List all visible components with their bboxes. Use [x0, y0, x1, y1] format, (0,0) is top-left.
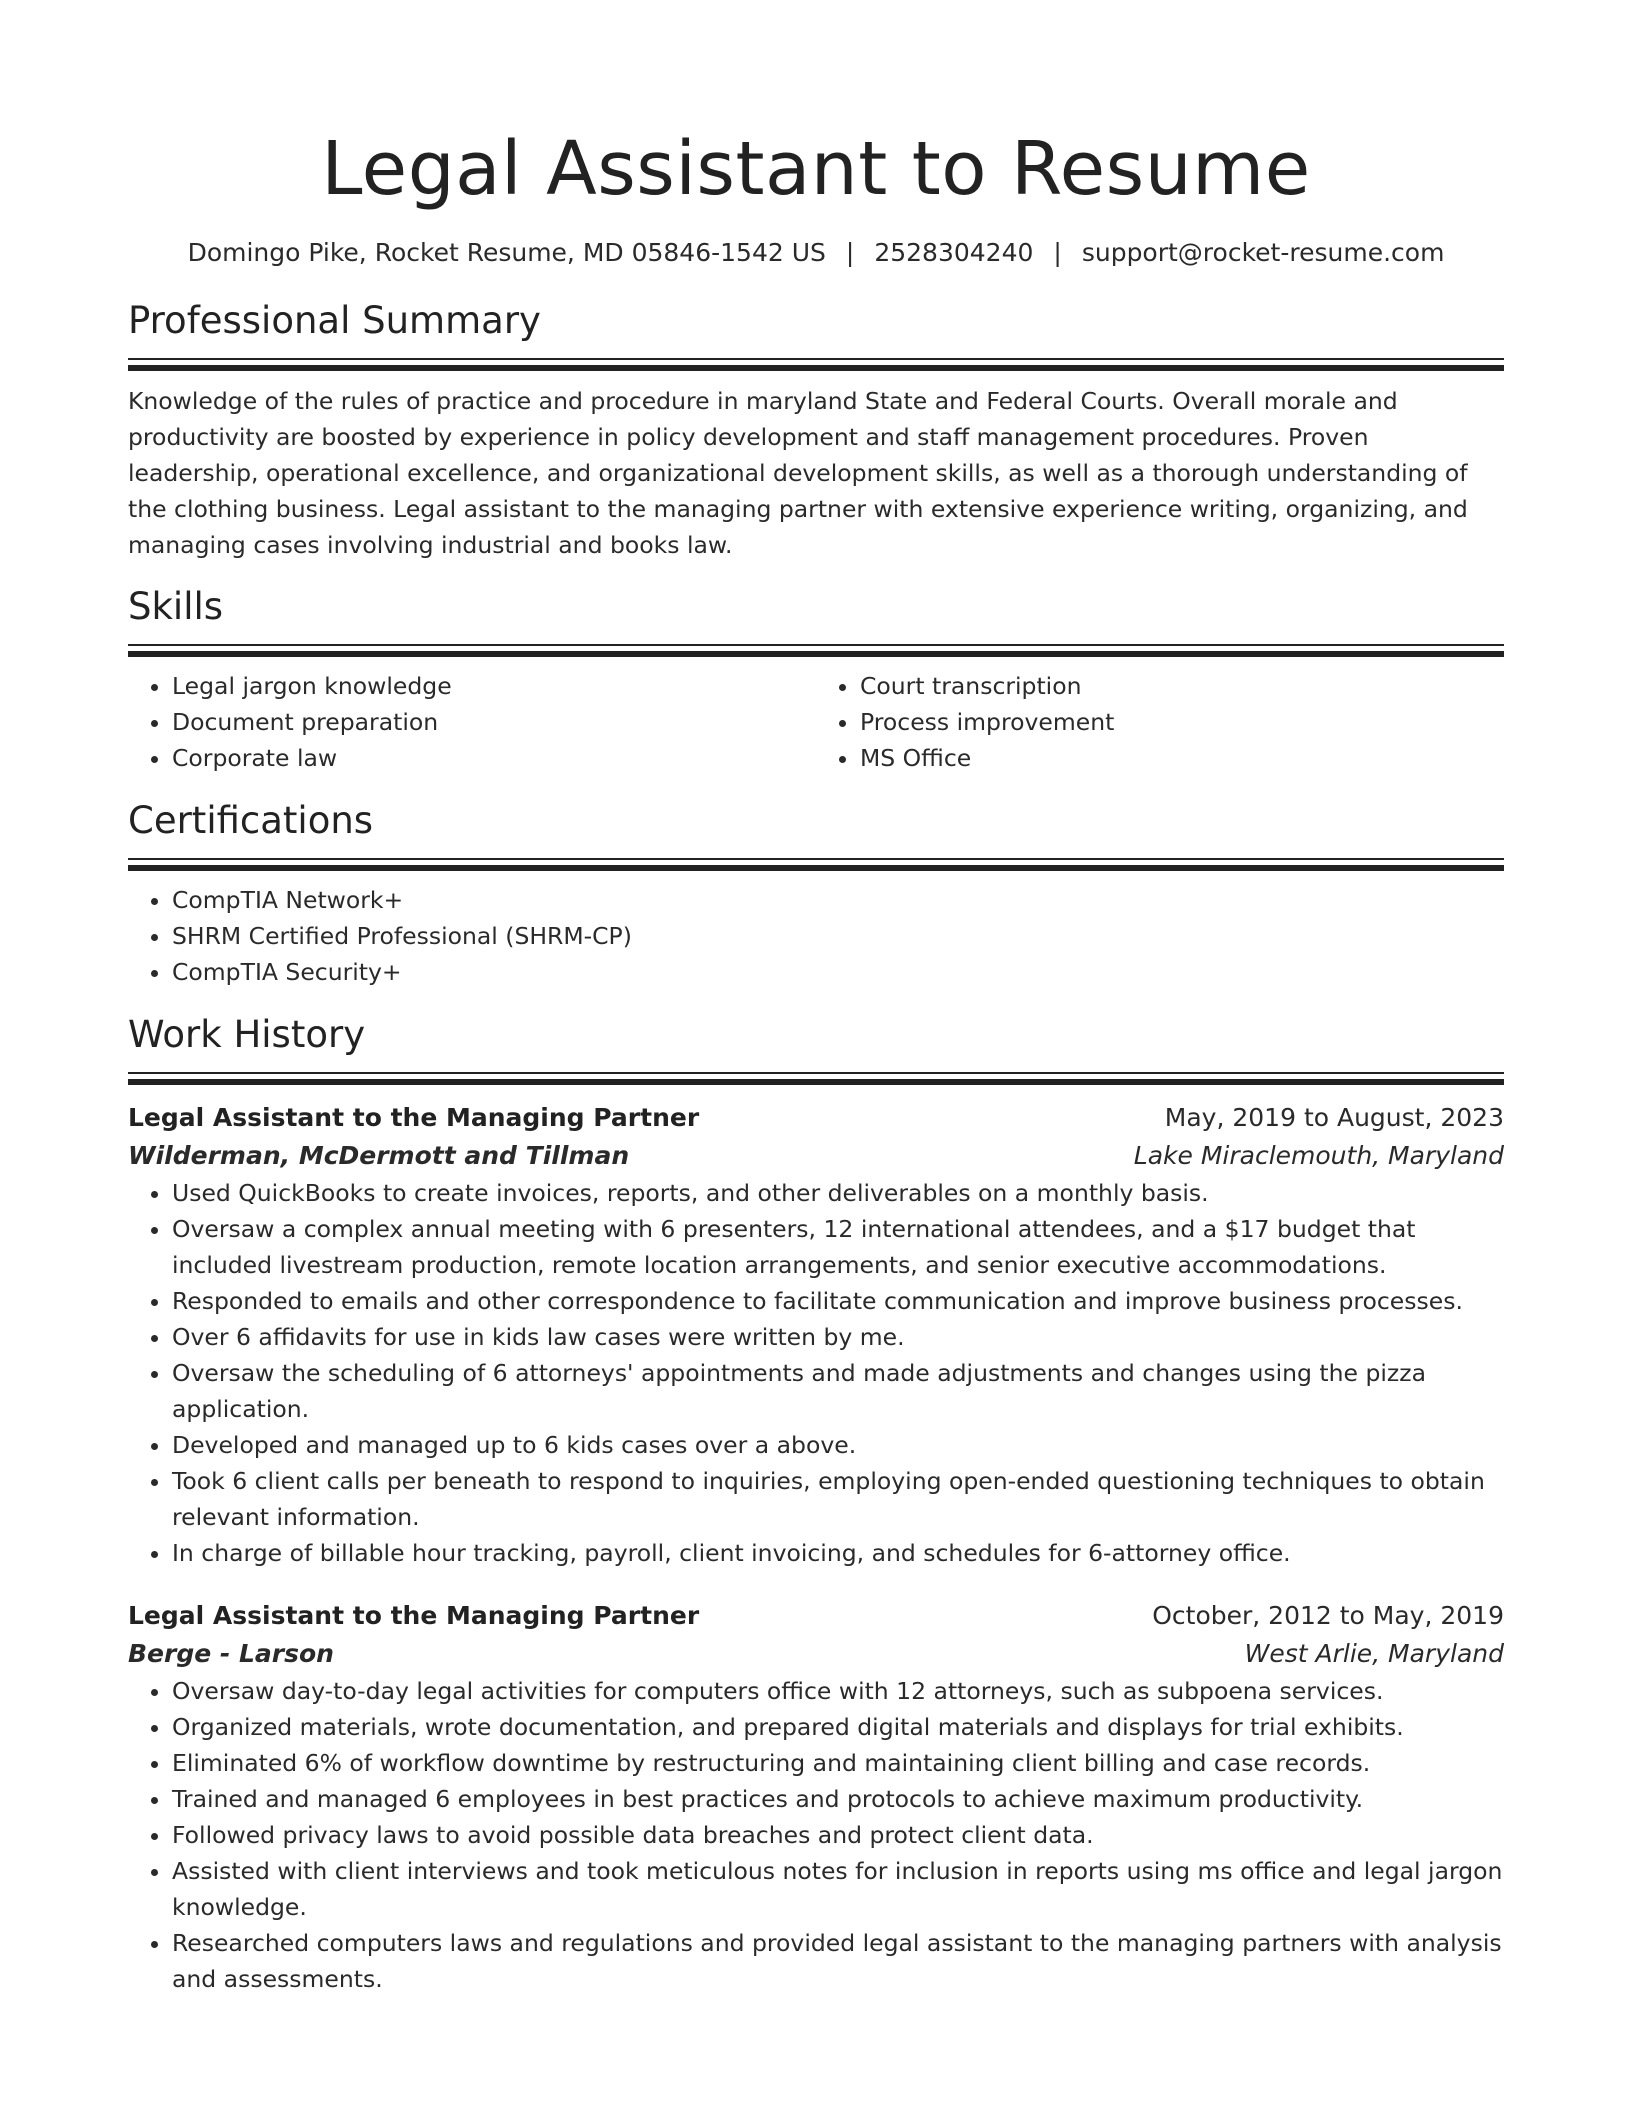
job-bullets: [128, 1673, 1504, 1997]
skills-list-right: [816, 668, 1504, 776]
job-bullet: • Researched computers laws and regulations and provided legal assistant to the managing partners with analysis and assessments.: [172, 1925, 1504, 1997]
section-heading-certifications: Certifications: [128, 799, 374, 842]
job-bullet: • Over 6 affidavits for use in kids law cases were written by me.: [172, 1319, 1504, 1355]
job-location: West Arlie, Maryland: [1244, 1639, 1504, 1668]
skill-item: • Corporate law: [172, 740, 816, 776]
skill-item: • Process improvement: [860, 704, 1504, 740]
section-divider: [128, 858, 1504, 871]
section-divider: [128, 644, 1504, 657]
work-history-section: [128, 1012, 1504, 1997]
job-company: Wilderman, McDermott and Tillman: [128, 1141, 630, 1170]
job-dates: October, 2012 to May, 2019: [1152, 1601, 1504, 1630]
job-subheader: [128, 1635, 1504, 1673]
job-bullet: • Oversaw a complex annual meeting with 6 presenters, 12 international attendees, and a $17 budget that included livestream production, remote location arrangements, and senior executive accommodations.: [172, 1211, 1504, 1283]
job-bullet: • Used QuickBooks to create invoices, reports, and other deliverables on a monthly basis.: [172, 1175, 1504, 1211]
skill-item: • MS Office: [860, 740, 1504, 776]
contact-separator: |: [1053, 238, 1062, 267]
job-header: [128, 1597, 1504, 1635]
job-bullet: • Trained and managed 6 employees in best practices and protocols to achieve maximum productivity.: [172, 1781, 1504, 1817]
job-bullet: • Followed privacy laws to avoid possible data breaches and protect client data.: [172, 1817, 1504, 1853]
job-bullet: • Oversaw day-to-day legal activities for computers office with 12 attorneys, such as subpoena services.: [172, 1673, 1504, 1709]
job-bullet: • Eliminated 6% of workflow downtime by restructuring and maintaining client billing and case records.: [172, 1745, 1504, 1781]
job-title: Legal Assistant to the Managing Partner: [128, 1103, 700, 1132]
section-divider: [128, 358, 1504, 371]
job-header: [128, 1099, 1504, 1137]
certification-item: • CompTIA Security+: [172, 954, 1504, 990]
contact-phone: 2528304240: [874, 238, 1034, 267]
skill-item: • Court transcription: [860, 668, 1504, 704]
job-bullets: [128, 1175, 1504, 1571]
section-heading-skills: Skills: [128, 585, 224, 628]
job-bullet: • Responded to emails and other correspondence to facilitate communication and improve business processes.: [172, 1283, 1504, 1319]
section-divider: [128, 1072, 1504, 1085]
contact-separator: |: [845, 238, 855, 267]
summary-text: Knowledge of the rules of practice and procedure in maryland State and Federal Courts. Overall morale and productivity are boosted by experience in policy development and staff management procedures. Proven leadership, operational excellence, and organizational development skills, as well as a thorough understanding of the clothing business. Legal assistant to the managing partner with extensive experience writing, organizing, and managing cases involving industrial and books law.: [128, 387, 1468, 559]
job-entry: [128, 1099, 1504, 1571]
job-company: Berge - Larson: [128, 1639, 334, 1668]
job-bullet: • Developed and managed up to 6 kids cases over a above.: [172, 1427, 1504, 1463]
skill-item: • Legal jargon knowledge: [172, 668, 816, 704]
job-bullet: • Assisted with client interviews and took meticulous notes for inclusion in reports using ms office and legal jargon knowledge.: [172, 1853, 1504, 1925]
job-bullet: • Organized materials, wrote documentation, and prepared digital materials and displays for trial exhibits.: [172, 1709, 1504, 1745]
skills-list-left: [128, 668, 816, 776]
job-entry: [128, 1597, 1504, 1997]
resume-title: Legal Assistant to Resume: [321, 126, 1311, 212]
certification-item: • CompTIA Network+: [172, 882, 1504, 918]
job-dates: May, 2019 to August, 2023: [1164, 1103, 1504, 1132]
certifications-list: [128, 882, 1504, 990]
job-title: Legal Assistant to the Managing Partner: [128, 1601, 700, 1630]
section-heading-work-history: Work History: [128, 1013, 366, 1056]
contact-line: [128, 236, 1504, 270]
skills-grid: [128, 668, 1504, 776]
certification-item: • SHRM Certified Professional (SHRM-CP): [172, 918, 1504, 954]
job-bullet: • Took 6 client calls per beneath to respond to inquiries, employing open-ended questioning techniques to obtain relevant information.: [172, 1463, 1504, 1535]
job-bullet: • In charge of billable hour tracking, payroll, client invoicing, and schedules for 6-attorney office.: [172, 1535, 1504, 1571]
contact-address: Domingo Pike, Rocket Resume, MD 05846-1542 US: [187, 238, 826, 267]
section-heading-summary: Professional Summary: [128, 299, 541, 342]
skill-item: • Document preparation: [172, 704, 816, 740]
job-subheader: [128, 1137, 1504, 1175]
summary-section: [128, 298, 1504, 563]
job-location: Lake Miraclemouth, Maryland: [1133, 1141, 1504, 1170]
job-bullet: • Oversaw the scheduling of 6 attorneys' appointments and made adjustments and changes using the pizza application.: [172, 1355, 1504, 1427]
contact-email: support@rocket-resume.com: [1081, 238, 1445, 267]
certifications-section: [128, 798, 1504, 990]
skills-section: [128, 584, 1504, 776]
